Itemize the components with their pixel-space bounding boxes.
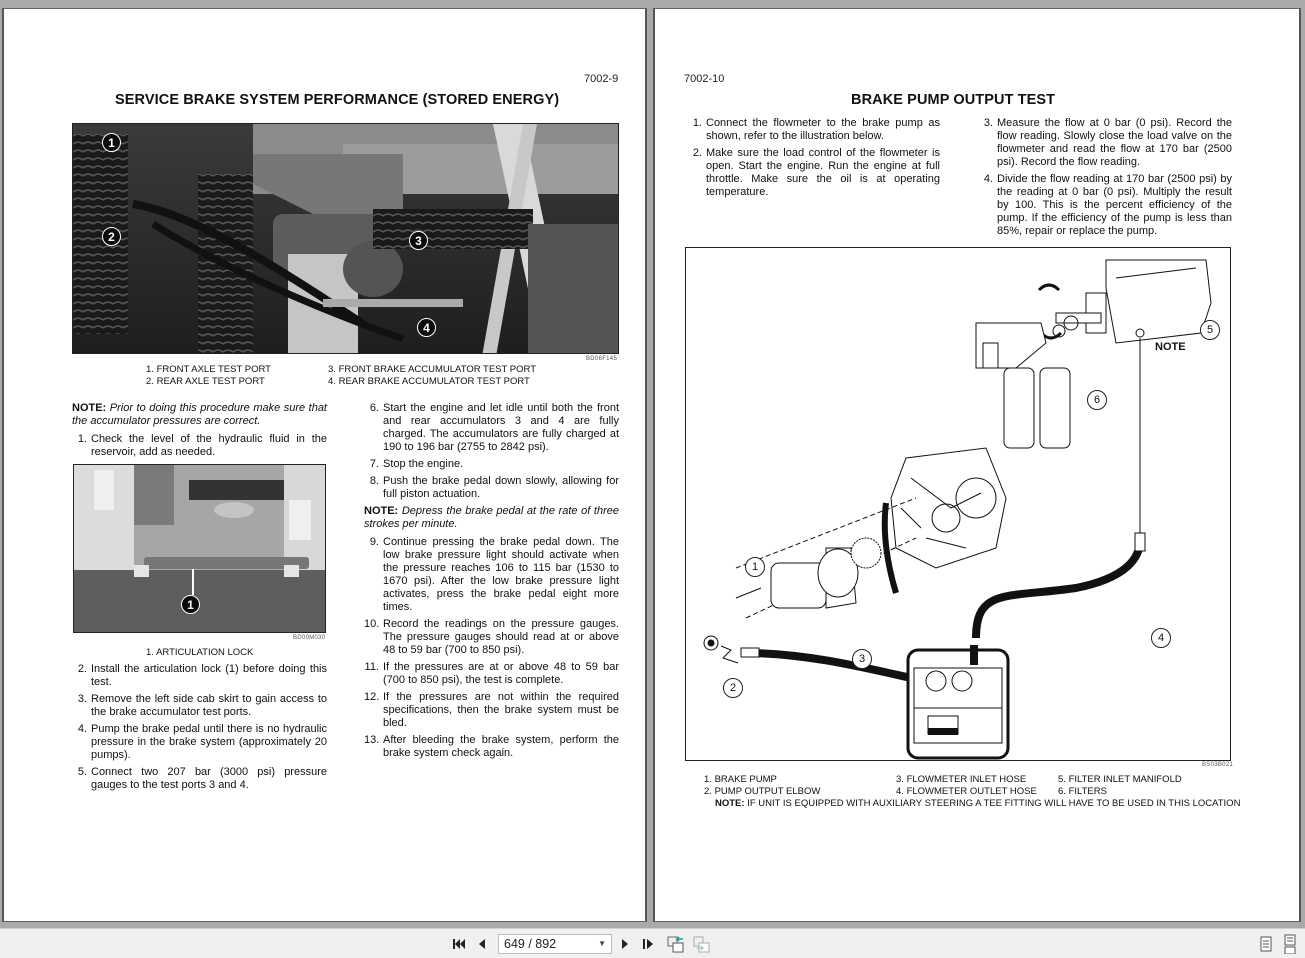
callout-1: 1	[181, 595, 200, 614]
callout-2: 2	[723, 678, 743, 698]
hydraulic-ports-photo-illustration	[73, 124, 619, 354]
note: NOTE: Depress the brake pedal at the rate of three strokes per minute.	[364, 505, 619, 530]
first-page-button[interactable]	[451, 935, 467, 953]
step-8: 8. Push the brake pedal down slowly, allowing for full piston actuation.	[369, 475, 619, 500]
figure-2-legend: 1. ARTICULATION LOCK	[146, 647, 254, 658]
single-page-view-icon	[1260, 936, 1272, 952]
page-title: SERVICE BRAKE SYSTEM PERFORMANCE (STORED ENERGY)	[115, 92, 560, 108]
next-view-button[interactable]	[693, 935, 711, 953]
dropdown-arrow-icon: ▼	[598, 939, 606, 948]
test-ports-photo	[72, 123, 619, 354]
step-4: 4. Divide the flow reading at 170 bar (2500 psi) by the reading at 0 bar (0 psi). Multiply the result by 100. This is the percent efficiency of the pump. If the efficiency of the pump is less than 85%, repair or replace the pump.	[983, 173, 1232, 237]
legend-item: 2. PUMP OUTPUT ELBOW	[704, 786, 821, 797]
figure-1-legend	[146, 364, 536, 388]
right-page	[653, 8, 1301, 922]
page-title: BRAKE PUMP OUTPUT TEST	[851, 92, 1056, 108]
page-number: 7002-10	[684, 73, 725, 85]
left-column	[687, 117, 940, 203]
callout-3: 3	[409, 231, 428, 250]
step-3: 3. Measure the flow at 0 bar (0 psi). Record the flow reading. Slowly close the load valve on the flowmeter and read the flow at 170 bar (2500 psi). Record the flow reading.	[983, 117, 1232, 168]
right-column	[364, 402, 619, 764]
step-12: 12. If the pressures are not within the required specifications, then the brake system must be bled.	[364, 691, 619, 729]
brake-pump-diagram-illustration	[686, 248, 1231, 761]
callout-6: 6	[1087, 390, 1107, 410]
step-5: 5. Connect two 207 bar (3000 psi) pressure gauges to the test ports 3 and 4.	[77, 766, 327, 791]
next-view-icon	[693, 935, 711, 953]
legend-item: 4. REAR BRAKE ACCUMULATOR TEST PORT	[328, 376, 530, 387]
first-page-icon	[452, 937, 466, 951]
legend-item: 5. FILTER INLET MANIFOLD	[1058, 774, 1182, 785]
last-page-icon	[642, 937, 656, 951]
step-3: 3. Remove the left side cab skirt to gain access to the brake accumulator test ports.	[77, 693, 327, 718]
note-callout-label: NOTE	[1155, 341, 1186, 353]
figure-code: BD00M030	[293, 635, 326, 641]
next-page-button[interactable]	[619, 935, 631, 953]
page-number: 7002-9	[584, 73, 619, 85]
left-column-top	[72, 402, 327, 463]
legend-item: 4. FLOWMETER OUTLET HOSE	[896, 786, 1037, 797]
previous-view-button[interactable]	[667, 935, 685, 953]
callout-3: 3	[852, 649, 872, 669]
note: NOTE: Prior to doing this procedure make sure that the accumulator pressures are correct.	[72, 402, 327, 427]
step-7: 7. Stop the engine.	[369, 458, 464, 470]
callout-5: 5	[1200, 320, 1220, 340]
previous-page-button[interactable]	[475, 935, 489, 953]
callout-1: 1	[745, 557, 765, 577]
step-6: 6. Start the engine and let idle until both the front and rear accumulators 3 and 4 are fully charged. The accumulators are fully charged at 190 to 196 bar (2755 to 2842 psi).	[369, 402, 619, 453]
callout-4: 4	[417, 318, 436, 337]
step-2: 2. Make sure the load control of the flowmeter is open. Start the engine. Run the engine at full throttle. Make sure the oil is at operating temperature.	[692, 147, 940, 198]
legend-item: 2. REAR AXLE TEST PORT	[146, 376, 265, 387]
legend-item: 3. FRONT BRAKE ACCUMULATOR TEST PORT	[328, 364, 537, 375]
legend-item: 3. FLOWMETER INLET HOSE	[896, 774, 1027, 785]
last-page-button[interactable]	[641, 935, 657, 953]
diagram-legend	[704, 774, 1240, 810]
pdf-navigation-toolbar	[0, 928, 1305, 958]
callout-2: 2	[102, 227, 121, 246]
next-page-icon	[620, 937, 630, 951]
left-column-steps	[72, 663, 327, 796]
articulation-lock-illustration	[74, 465, 326, 633]
step-4: 4. Pump the brake pedal until there is no hydraulic pressure in the brake system (approximately 20 pumps).	[77, 723, 327, 761]
step-10: 10. Record the readings on the pressure gauges. The pressure gauges should read at or above 48 to 59 bar (700 to 850 psi).	[364, 618, 619, 656]
step-1: 1. Connect the flowmeter to the brake pump as shown, refer to the illustration below.	[692, 117, 940, 142]
flowmeter-connection-diagram	[685, 247, 1231, 761]
legend-item: 1. FRONT AXLE TEST PORT	[146, 364, 271, 375]
page-number-select[interactable]: 649 / 892 ▼	[498, 934, 612, 954]
legend-item: 1. BRAKE PUMP	[704, 774, 777, 785]
previous-view-icon	[667, 935, 685, 953]
step-2: 2. Install the articulation lock (1) before doing this test.	[77, 663, 327, 688]
articulation-lock-photo	[73, 464, 326, 633]
step-11: 11. If the pressures are at or above 48 to 59 bar (700 to 850 psi), the test is complete.	[364, 661, 619, 686]
figure-code: BD06F145	[586, 356, 618, 362]
diagram-note: NOTE: IF UNIT IS EQUIPPED WITH AUXILIARY STEERING A TEE FITTING WILL HAVE TO BE USED IN THIS LOCATION	[715, 798, 1241, 809]
single-page-view-button[interactable]	[1259, 935, 1273, 953]
continuous-page-view-button[interactable]	[1283, 933, 1297, 955]
callout-4: 4	[1151, 628, 1171, 648]
continuous-page-view-icon	[1284, 934, 1296, 954]
callout-1: 1	[102, 133, 121, 152]
previous-page-icon	[477, 937, 487, 951]
left-page	[2, 8, 647, 922]
figure-code: BS03B021	[1202, 762, 1234, 768]
step-9: 9. Continue pressing the brake pedal down. The low brake pressure light should activate when the pressure reaches 106 to 115 bar (1530 to 1670 psi). After the low brake pressure light activates, press the brake pedal eight more times.	[369, 536, 619, 613]
step-13: 13. After bleeding the brake system, perform the brake system check again.	[364, 734, 619, 759]
right-column	[978, 117, 1232, 242]
step-1: 1. Check the level of the hydraulic fluid in the reservoir, add as needed.	[77, 433, 327, 458]
legend-item: 6. FILTERS	[1058, 786, 1107, 797]
